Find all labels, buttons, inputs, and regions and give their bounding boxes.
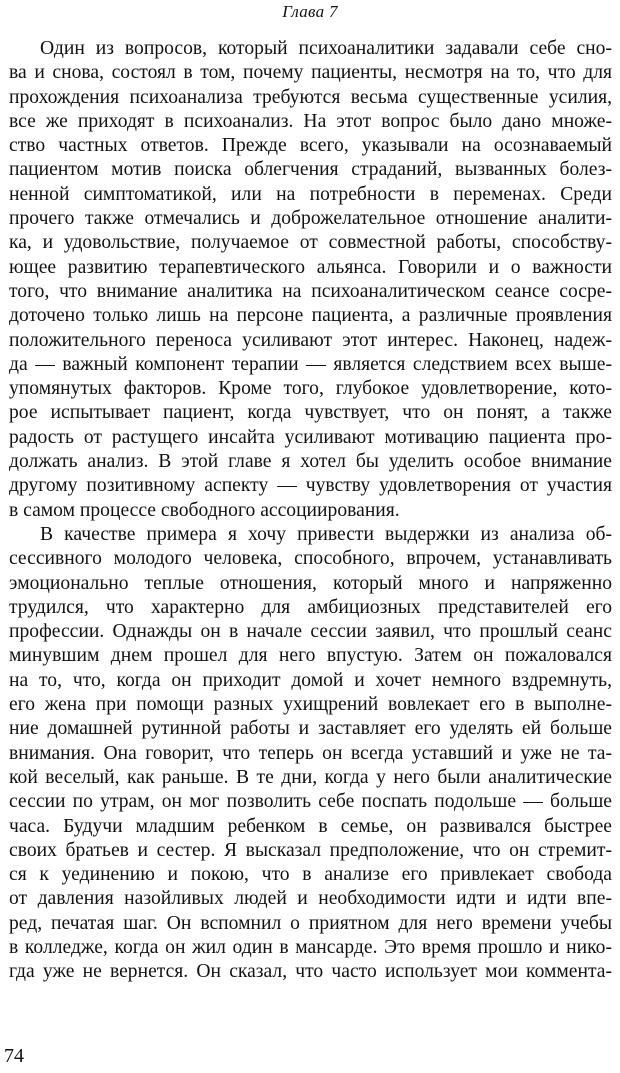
- text-line: сессивного молодого человека, способного, впрочем, устанавливать: [9, 548, 612, 570]
- text-line: в самом процессе свободного ассоциирования.: [9, 499, 400, 521]
- text-line: ся к уединению и покою, что в анализе его привлекает свобода: [9, 864, 612, 886]
- paragraph-1: [9, 37, 612, 523]
- text-line: ред, печатая шаг. Он вспомнил о приятном для него времени учебы: [9, 912, 612, 934]
- text-line: от давления назойливых людей и необходимости идти и идти впе-: [9, 888, 612, 910]
- text-line: доточено только лишь на персоне пациента, а различные проявления: [9, 305, 612, 327]
- text-line: рое испытывает пациент, когда чувствует, что он понят, а также: [9, 402, 612, 424]
- body-text: [9, 37, 612, 985]
- text-line: ющее развитию терапевтического альянса. Говорили и о важности: [9, 256, 612, 278]
- text-line: эмоционально теплые отношения, который много и напряженно: [9, 572, 612, 594]
- text-line: должать анализ. В этой главе я хотел бы уделить особое внимание: [9, 451, 612, 473]
- text-line: того, что внимание аналитика на психоаналитическом сеансе сосре-: [9, 280, 612, 302]
- text-line: в колледже, когда он жил один в мансарде. Это время прошло и нико-: [9, 936, 612, 958]
- text-line: ненной симптоматикой, или на потребности в переменах. Среди: [9, 183, 612, 205]
- text-line: гда уже не вернется. Он сказал, что часто использует мои коммента-: [9, 961, 612, 983]
- paragraph-2: [9, 523, 612, 985]
- text-line: минувшим днем прошел для него впустую. Затем он пожаловался: [9, 645, 612, 667]
- text-line: ва и снова, состоял в том, почему пациенты, несмотря на то, что для: [9, 62, 612, 84]
- text-line: сессии по утрам, он мог позволить себе поспать подольше — больше: [9, 791, 612, 813]
- text-line: ство частных ответов. Прежде всего, указывали на осознаваемый: [9, 135, 612, 157]
- text-line: радость от растущего инсайта усиливают мотивацию пациента про-: [9, 426, 612, 448]
- running-head: Глава 7: [282, 2, 338, 21]
- text-line: другому позитивному аспекту — чувству удовлетворения от участия: [9, 475, 612, 497]
- text-line: да — важный компонент терапии — является следствием всех выше-: [9, 353, 612, 375]
- text-line: профессии. Однажды он в начале сессии заявил, что прошлый сеанс: [9, 621, 612, 643]
- text-line: Один из вопросов, который психоаналитики задавали себе сно-: [40, 38, 612, 59]
- text-line: пациентом мотив поиска облегчения страданий, вызванных болез-: [9, 159, 612, 181]
- text-line: В качестве примера я хочу привести выдержки из анализа об-: [40, 523, 612, 545]
- text-line: все же приходят в психоанализ. На этот вопрос было дано множе-: [9, 110, 612, 132]
- text-line: прочего также отмечались и доброжелательное отношение аналити-: [9, 208, 612, 230]
- text-line: своих братьев и сестер. Я высказал предположение, что он стремит-: [9, 839, 612, 861]
- text-line: упомянутых факторов. Кроме того, глубокое удовлетворение, кото-: [9, 378, 612, 400]
- text-line: часа. Будучи младшим ребенком в семье, он развивался быстрее: [9, 815, 612, 837]
- text-line: прохождения психоанализа требуются весьма существенные усилия,: [9, 86, 612, 108]
- text-line: ние домашней рутинной работы и заставляет его уделять ей больше: [9, 718, 612, 740]
- text-line: ка, и удовольствие, получаемое от совместной работы, способству-: [9, 232, 612, 254]
- text-line: его жена при помощи разных ухищрений вовлекает его в выполне-: [9, 694, 612, 716]
- page-number: 74: [4, 1045, 24, 1067]
- text-line: на то, что, когда он приходит домой и хочет немного вздремнуть,: [9, 669, 612, 691]
- text-line: трудился, что характерно для амбициозных представителей его: [9, 596, 612, 618]
- text-line: положительного переноса усиливают этот интерес. Наконец, надеж-: [9, 329, 612, 351]
- text-line: кой веселый, как раньше. В те дни, когда у него были аналитические: [9, 766, 612, 788]
- text-line: внимания. Она говорит, что теперь он всегда уставший и уже не та-: [9, 742, 612, 764]
